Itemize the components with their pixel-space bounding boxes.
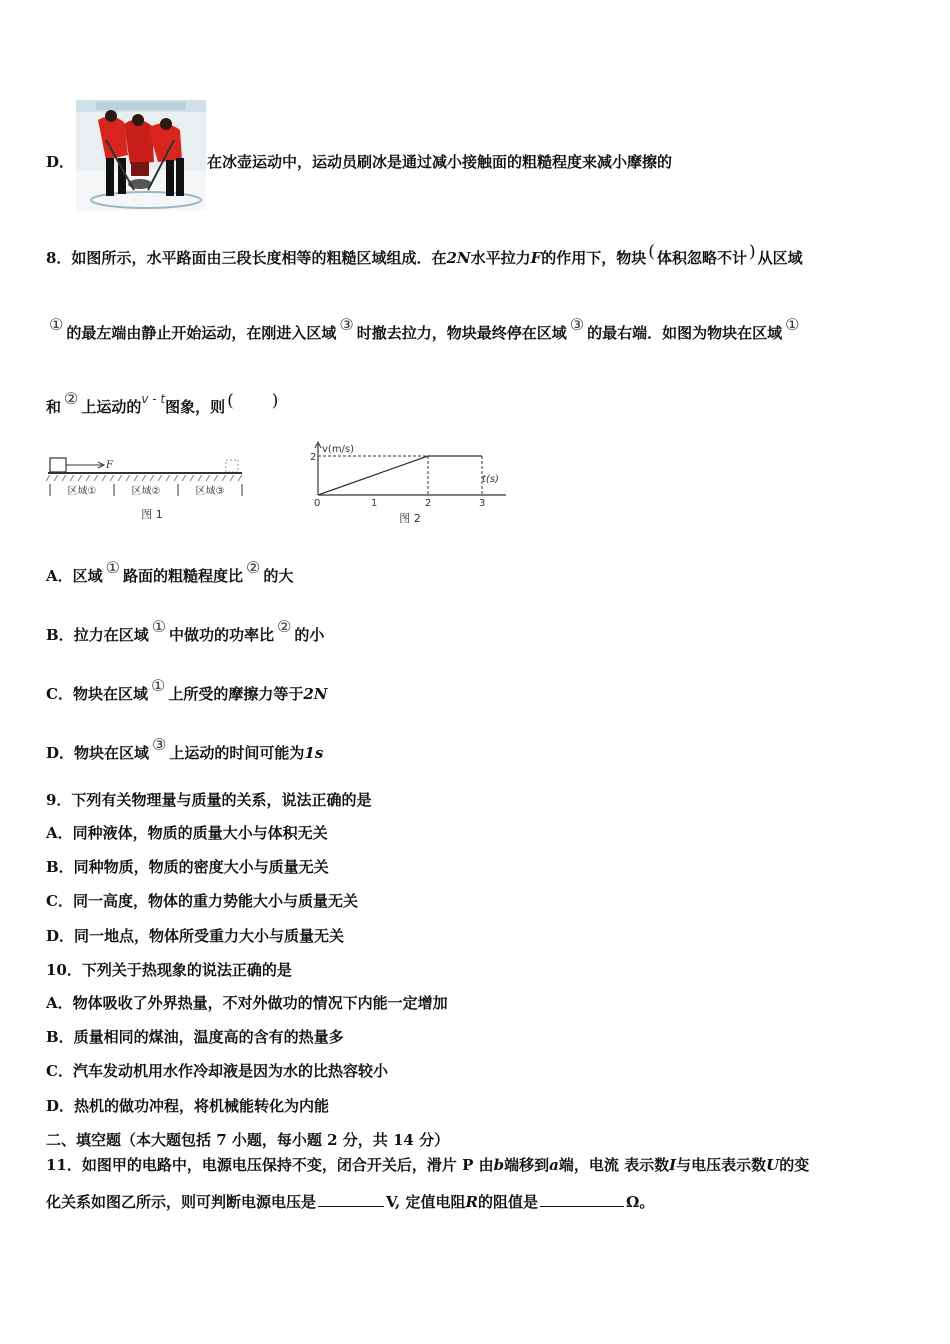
q9-option-b: B．同种物质，物质的密度大小与质量无关 bbox=[46, 858, 329, 876]
figure-1-road bbox=[46, 452, 246, 527]
zone-2-label: 区域② bbox=[131, 486, 161, 497]
q8-stem-line1 bbox=[46, 242, 803, 268]
option-text: 上运动的时间可能为 bbox=[169, 744, 305, 762]
t-axis-label: t(s) bbox=[482, 474, 499, 485]
option-label: C． bbox=[46, 685, 73, 703]
option-text: 的大 bbox=[263, 567, 294, 585]
option-label: B． bbox=[46, 626, 74, 644]
q11-text: V, 定值电阻 bbox=[386, 1193, 466, 1211]
option-text: 上所受的摩擦力等于 bbox=[168, 685, 304, 703]
block bbox=[50, 458, 66, 472]
q10-stem: 10．下列关于热现象的说法正确的是 bbox=[46, 961, 292, 979]
q7-option-d-text: 在冰壶运动中，运动员刷冰是通过减小接触面的粗糙程度来减小摩擦的 bbox=[207, 153, 673, 171]
answer-blank-voltage[interactable] bbox=[318, 1192, 384, 1207]
t-tick-0: 0 bbox=[314, 498, 321, 509]
zone-1-marker: ① bbox=[49, 315, 64, 334]
q9-stem: 9．下列有关物理量与质量的关系，说法正确的是 bbox=[46, 791, 372, 809]
paren-open: ( bbox=[648, 242, 655, 262]
option-text: 拉力在区域 bbox=[73, 626, 149, 644]
q8-text: 时撤去拉力，物块最终停在区域 bbox=[356, 324, 567, 342]
zone-3-marker: ③ bbox=[339, 315, 354, 334]
q8-text: 的最右端．如图为物块在区域 bbox=[587, 324, 783, 342]
figure-2-vt-graph bbox=[306, 440, 516, 528]
q11-symbol: a bbox=[549, 1156, 559, 1174]
t-tick-1: 1 bbox=[371, 498, 378, 509]
q8-force-value: 2N bbox=[446, 249, 471, 267]
q11-symbol: b bbox=[493, 1156, 505, 1174]
q11-text: 11．如图甲的电路中，电源电压保持不变，闭合开关后，滑片 P 由 bbox=[46, 1156, 494, 1174]
q8-text: 图象，则 bbox=[165, 398, 226, 416]
q8-text: 水平拉力 bbox=[470, 249, 531, 267]
q8-stem-line2 bbox=[46, 315, 802, 343]
zone-3-label: 区域③ bbox=[195, 486, 225, 497]
q8-text: 的作用下，物块 bbox=[541, 249, 647, 267]
q11-text: 的变 bbox=[779, 1156, 810, 1174]
vt-label: v - t bbox=[141, 392, 166, 406]
q8-force-symbol: F bbox=[530, 249, 542, 267]
q11-line2 bbox=[46, 1192, 654, 1212]
q11-text: 端移到 bbox=[504, 1156, 550, 1174]
option-value: 1s bbox=[304, 744, 324, 762]
q8-option-a bbox=[46, 558, 294, 586]
q8-text: 体积忽略不计 bbox=[656, 249, 747, 267]
q10-option-a: A．物体吸收了外界热量，不对外做功的情况下内能一定增加 bbox=[46, 994, 448, 1012]
zone-2-marker: ② bbox=[64, 389, 79, 408]
q8-option-d bbox=[46, 735, 324, 763]
zone-2-marker: ② bbox=[277, 617, 292, 636]
zone-3-marker: ③ bbox=[152, 735, 167, 754]
q8-text: 上运动的 bbox=[81, 398, 142, 416]
q9-option-c: C．同一高度，物体的重力势能大小与质量无关 bbox=[46, 892, 358, 910]
q11-symbol: R bbox=[465, 1193, 478, 1211]
answer-paren-open: ( bbox=[227, 391, 234, 411]
q11-symbol: I bbox=[669, 1156, 677, 1174]
q10-option-d: D．热机的做功冲程，将机械能转化为内能 bbox=[46, 1097, 330, 1115]
q7-option-d bbox=[46, 152, 74, 172]
curling-photo bbox=[76, 100, 206, 210]
q8-option-c bbox=[46, 676, 328, 704]
q8-option-b bbox=[46, 617, 325, 645]
q11-text: 与电压表示数 bbox=[676, 1156, 767, 1174]
q8-text: 和 bbox=[46, 398, 62, 416]
q9-option-a: A．同种液体，物质的质量大小与体积无关 bbox=[46, 824, 328, 842]
answer-blank-resistance[interactable] bbox=[540, 1192, 624, 1207]
zone-1-marker: ① bbox=[785, 315, 800, 334]
option-text: 路面的粗糙程度比 bbox=[123, 567, 244, 585]
zone-1-marker: ① bbox=[151, 617, 167, 636]
t-tick-2: 2 bbox=[425, 498, 432, 509]
option-label: A． bbox=[46, 567, 73, 585]
force-label: F bbox=[106, 460, 113, 471]
q11-line1 bbox=[46, 1155, 809, 1175]
q9-option-d: D．同一地点，物体所受重力大小与质量无关 bbox=[46, 927, 345, 945]
section-2-heading: 二、填空题（本大题包括 7 小题，每小题 2 分，共 14 分） bbox=[46, 1131, 450, 1149]
paren-close: ) bbox=[748, 242, 756, 262]
zone-1-marker: ① bbox=[105, 558, 120, 577]
answer-paren-close: ) bbox=[271, 391, 279, 411]
q8-text: 的最左端由静止开始运动，在刚进入区域 bbox=[66, 324, 337, 342]
q10-option-b: B．质量相同的煤油，温度高的含有的热量多 bbox=[46, 1028, 344, 1046]
option-text: 物块在区域 bbox=[74, 744, 150, 762]
q11-text: 化关系如图乙所示，则可判断电源电压是 bbox=[46, 1193, 317, 1211]
v-tick-2: 2 bbox=[310, 452, 317, 463]
option-text: 物块在区域 bbox=[72, 685, 148, 703]
figure-2-caption: 图 2 bbox=[399, 512, 421, 525]
option-value: 2N bbox=[303, 685, 328, 703]
zone-1-label: 区域① bbox=[67, 486, 97, 497]
q11-text: Ω。 bbox=[625, 1193, 655, 1211]
t-tick-3: 3 bbox=[479, 498, 486, 509]
option-text: 中做功的功率比 bbox=[169, 626, 275, 644]
option-label: D． bbox=[46, 153, 75, 171]
zone-2-marker: ② bbox=[246, 558, 261, 577]
q8-text: 从区域 bbox=[757, 249, 803, 267]
velocity-ramp bbox=[318, 456, 428, 495]
zone-3-marker: ③ bbox=[569, 315, 585, 334]
q11-text: 的阻值是 bbox=[477, 1193, 538, 1211]
option-label: D． bbox=[46, 744, 75, 762]
zone-1-marker: ① bbox=[150, 676, 166, 695]
q8-stem-line3 bbox=[46, 389, 280, 418]
q11-text: 端，电流 表示数 bbox=[558, 1156, 670, 1174]
v-axis-label: v(m/s) bbox=[322, 444, 355, 455]
option-text: 区域 bbox=[72, 567, 103, 585]
q8-text: 8．如图所示，水平路面由三段长度相等的粗糙区域组成．在 bbox=[46, 249, 447, 267]
figure-1-caption: 图 1 bbox=[141, 508, 163, 521]
option-text: 的小 bbox=[294, 626, 325, 644]
q10-option-c: C．汽车发动机用水作冷却液是因为水的比热容较小 bbox=[46, 1062, 388, 1080]
q11-symbol: U bbox=[766, 1156, 780, 1174]
